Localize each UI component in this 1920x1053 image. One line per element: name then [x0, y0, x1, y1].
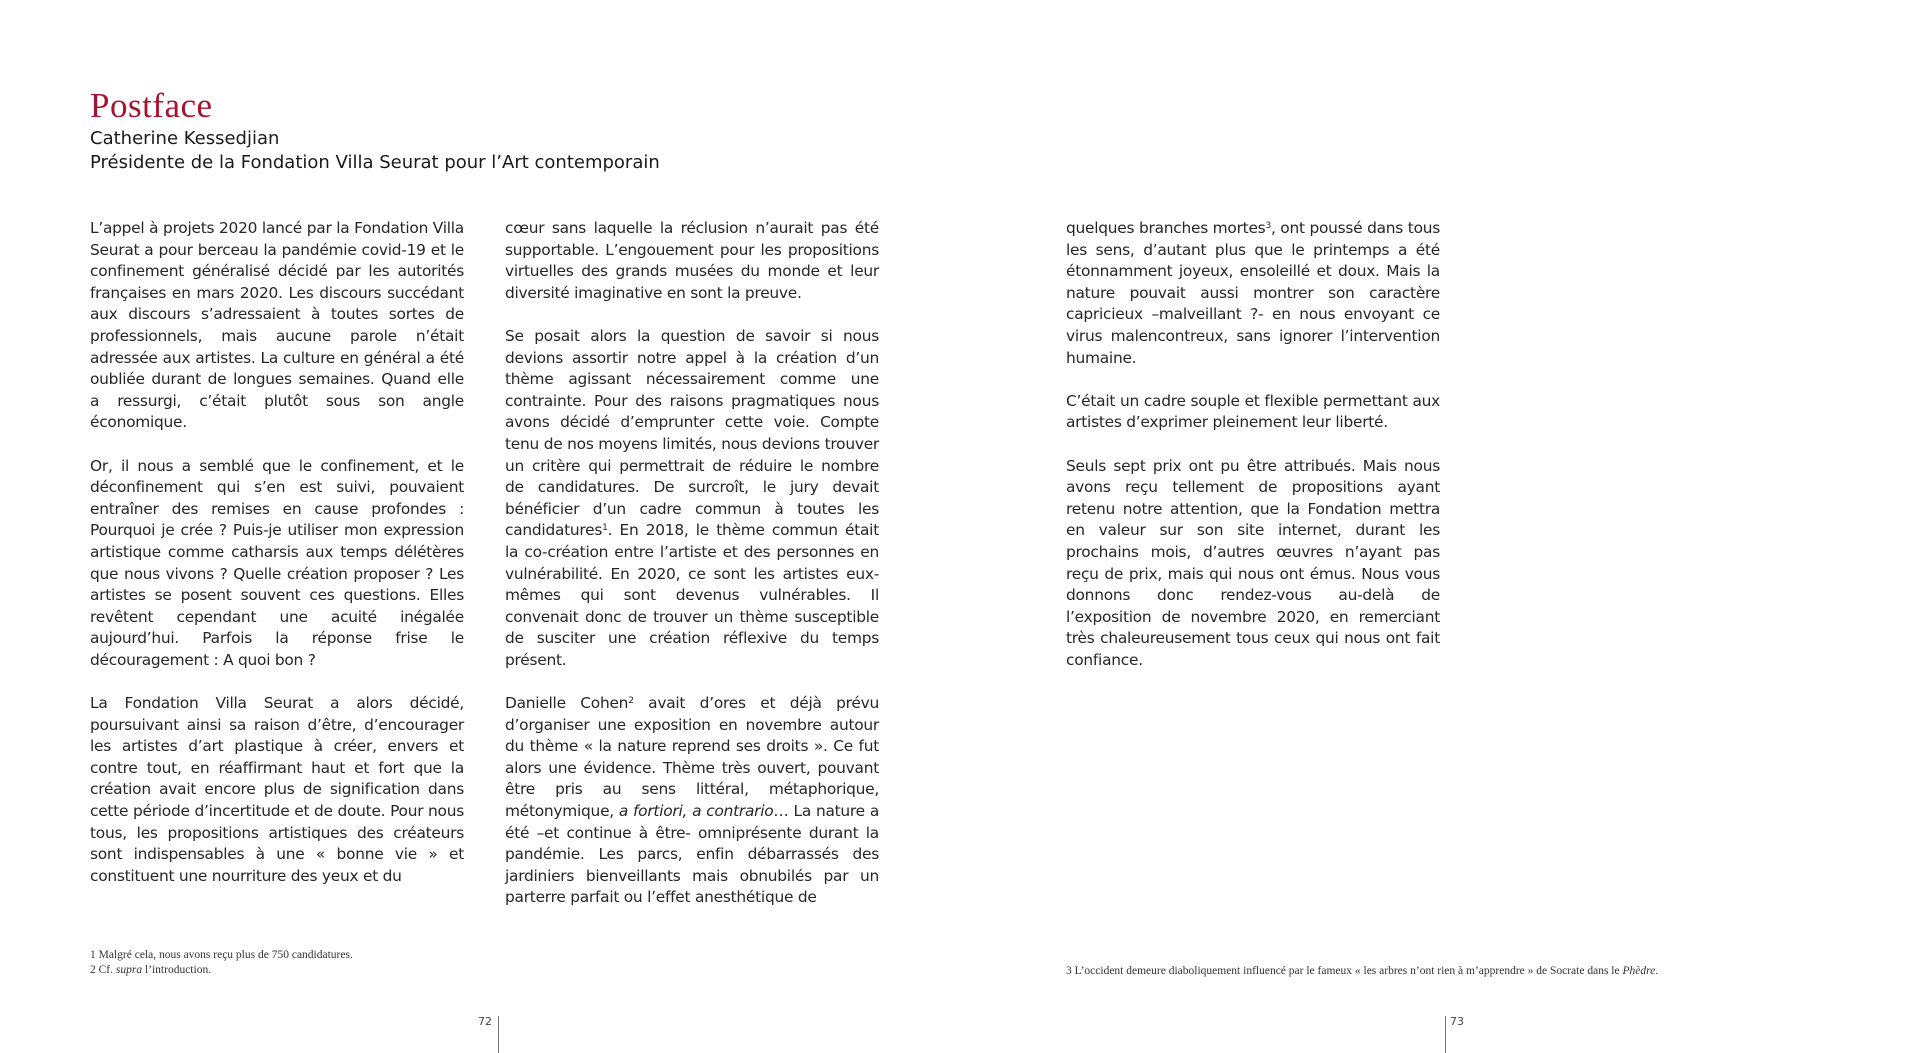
page-number-right: 73: [1450, 1015, 1464, 1028]
paragraph-text: … La nature a été –et continue à être- omniprésente durant la pandémie. Les parcs, enfin débarrassés des jardiniers bienveillants mais obnubilés par un parterre parfait ou l’effet anesthétique de: [505, 802, 879, 907]
right-page: [960, 0, 1920, 1053]
footnote-text: 2 Cf.: [90, 964, 116, 976]
footnote-1: 1 Malgré cela, nous avons reçu plus de 750 candidatures.: [90, 949, 353, 961]
paragraph-text: . En 2018, le thème commun était la co-création entre l’artiste et des personnes en vulnérabilité. En 2020, ce sont les artistes eux-mêmes qui sont devenus vulnérables. Il convenait donc de trouver un thème susceptible de susciter une création réflexive du temps présent.: [505, 521, 879, 669]
footnote-ref: 2: [628, 696, 634, 707]
paragraph: [505, 326, 879, 672]
paragraph-text: quelques branches mortes: [1066, 219, 1266, 237]
footnotes-left: [90, 948, 353, 978]
paragraph-text: avait d’ores et déjà prévu d’organiser une exposition en novembre autour du thème « la nature reprend ses droits ». Ce fut alors une évidence. Thème très ouvert, pouvant être pris au sens littéral, métaphorique, métonymique,: [505, 694, 879, 821]
paragraph: C’était un cadre souple et flexible permettant aux artistes d’exprimer pleinement leur liberté.: [1066, 391, 1440, 432]
paragraph: [505, 693, 879, 909]
paragraph: Seuls sept prix ont pu être attribués. Mais nous avons reçu tellement de propositions ayant retenu notre attention, que la Fondation mettra en valeur sur son site internet, durant les prochains mois, d’autres œuvres n’ayant pas reçu de prix, mais qui nous ont émus. Nous vous donnons donc rendez-vous au-delà de l’exposition de novembre 2020, en remerciant très chaleureusement tous ceux qui nous ont fait confiance.: [1066, 456, 1440, 669]
footnote-text: .: [1655, 965, 1659, 977]
folio-divider: [498, 1016, 499, 1053]
footnote-ref: 1: [602, 523, 608, 534]
paragraph-text: Se posait alors la question de savoir si nous devions assortir notre appel à la création d’un thème agissant nécessairement comme une contrainte. Pour des raisons pragmatiques nous avons décidé d’emprunter cette voie. Compte tenu de nos moyens limités, nous devions trouver un critère qui permettrait de réduire le nombre de candidatures. De surcroît, le jury devait bénéficier d’un cadre commun à toutes les candidatures: [505, 326, 879, 540]
person-name: Danielle Cohen: [505, 694, 629, 713]
author-role: Présidente de la Fondation Villa Seurat pour l’Art contemporain: [90, 152, 660, 173]
folio-divider: [1445, 1016, 1446, 1053]
page-number-left: 72: [478, 1015, 492, 1028]
text-column-1: [90, 218, 464, 909]
italic-text: supra: [115, 964, 143, 976]
paragraph-text: , ont poussé dans tous les sens, d’autant plus que le printemps a été étonnamment joyeux, ensoleillé et doux. Mais la nature pouvait aussi montrer son caractère capricieux –malveillant ?- en nous envoyant ce virus malencontreux, sans ignorer l’intervention humaine.: [1066, 219, 1441, 367]
footnote-ref: 3: [1265, 221, 1271, 231]
paragraph: cœur sans laquelle la réclusion n’aurait pas été supportable. L’engouement pour les propositions virtuelles des grands musées du monde et leur diversité imaginative en sont la preuve.: [505, 219, 879, 302]
paragraph: L’appel à projets 2020 lancé par la Fondation Villa Seurat a pour berceau la pandémie covid-19 et le confinement généralisé décidé par les autorités françaises en mars 2020. Les discours succédant aux discours s’adressaient à toutes sortes de professionnels, mais aucune parole n’était adressée aux artistes. La culture en général a été oubliée durant de longues semaines. Quand elle a ressurgi, c’était plutôt sous son angle économique.: [90, 219, 464, 432]
page-title: Postface: [90, 86, 213, 125]
footnote-text: 3 L’occident demeure diaboliquement influencé par le fameux « les arbres n’ont rien à m’apprendre » de Socrate dans le: [1066, 965, 1623, 977]
paragraph: La Fondation Villa Seurat a alors décidé, poursuivant ainsi sa raison d’être, d’encourager les artistes d’art plastique à créer, envers et contre tout, en réaffirmant haut et fort que la création avait encore plus de signification dans cette période d’incertitude et de doute. Pour nous tous, les propositions artistiques des créateurs sont indispensables à une « bonne vie » et constituent une nourriture des yeux et du: [90, 694, 464, 885]
author-name: Catherine Kessedjian: [90, 128, 280, 149]
text-column-2: [505, 218, 879, 931]
paragraph: [1066, 218, 1440, 369]
text-column-3: [1066, 218, 1440, 693]
paragraph: Or, il nous a semblé que le confinement, et le déconfinement qui s’en est suivi, pouvaient entraîner des remises en cause profondes : Pourquoi je crée ? Puis-je utiliser mon expression artistique comme catharsis aux temps délétères que nous vivons ? Quelle création proposer ? Les artistes se posent souvent ces questions. Elles revêtent cependant une acuité inégalée aujourd’hui. Parfois la réponse frise le découragement : A quoi bon ?: [90, 456, 464, 669]
footnote-3: [1066, 964, 1658, 979]
italic-text: Phèdre: [1622, 965, 1656, 977]
footnote-2: [90, 963, 353, 978]
footnote-text: l’introduction.: [142, 964, 212, 976]
italic-text: a fortiori, a contrario: [618, 802, 774, 821]
